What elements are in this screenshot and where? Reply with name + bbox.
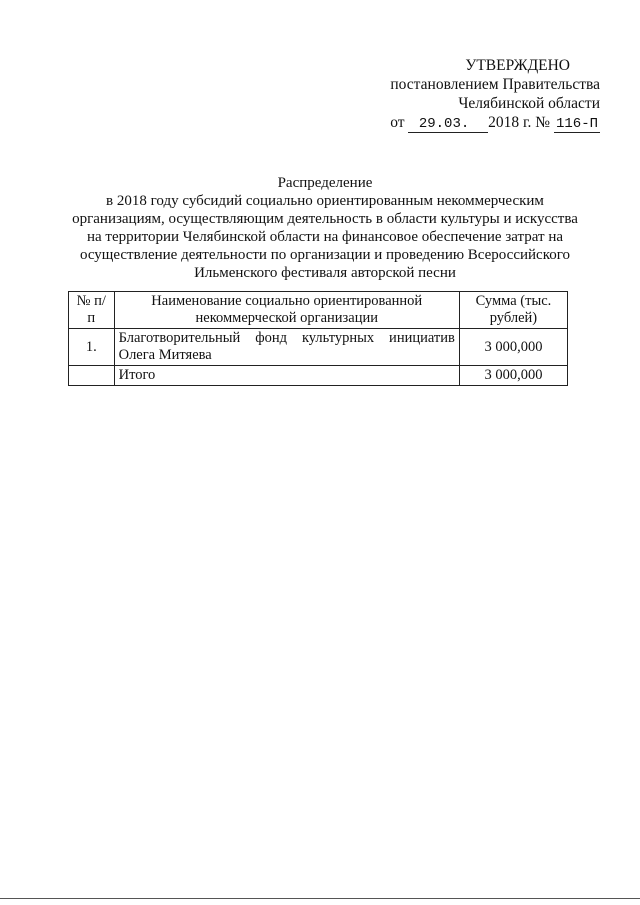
approval-line-1: постановлением Правительства — [390, 76, 600, 93]
approval-prefix: от — [390, 114, 405, 131]
scan-edge-line — [0, 898, 640, 899]
row-sum: 3 000,000 — [459, 329, 567, 366]
table-row — [69, 329, 568, 366]
row-name: Благотворительный фонд культурных инициатив Олега Митяева — [114, 329, 459, 366]
approval-line-2: Челябинской области — [458, 95, 600, 112]
row-num: 1. — [69, 329, 115, 366]
approval-title: УТВЕРЖДЕНО — [465, 57, 570, 74]
heading-title: Распределение — [277, 175, 373, 191]
table-total-row — [69, 366, 568, 386]
header-sum: Сумма (тыс. рублей) — [459, 292, 567, 329]
approval-date-line — [380, 113, 600, 134]
document-heading — [70, 174, 580, 282]
approval-number: 116-П — [555, 116, 598, 132]
approval-block — [380, 56, 600, 134]
total-label: Итого — [114, 366, 459, 386]
table-header-row — [69, 292, 568, 329]
approval-year: 2018 г. № — [488, 114, 551, 131]
header-num: № п/п — [69, 292, 115, 329]
approval-date: 29.03. — [408, 116, 488, 133]
header-name: Наименование социально ориентированной некоммерческой организации — [114, 292, 459, 329]
heading-body: в 2018 году субсидий социально ориентированным некоммерческим организациям, осуществляющим деятельность в области культуры и искусства на территории Челябинской области на финансовое обеспечение затрат на осуществление деятельности по организации и проведению Всероссийского Ильменского фестиваля авторской песни — [72, 193, 578, 281]
total-num-cell — [69, 366, 115, 386]
total-sum: 3 000,000 — [459, 366, 567, 386]
distribution-table — [68, 291, 568, 386]
